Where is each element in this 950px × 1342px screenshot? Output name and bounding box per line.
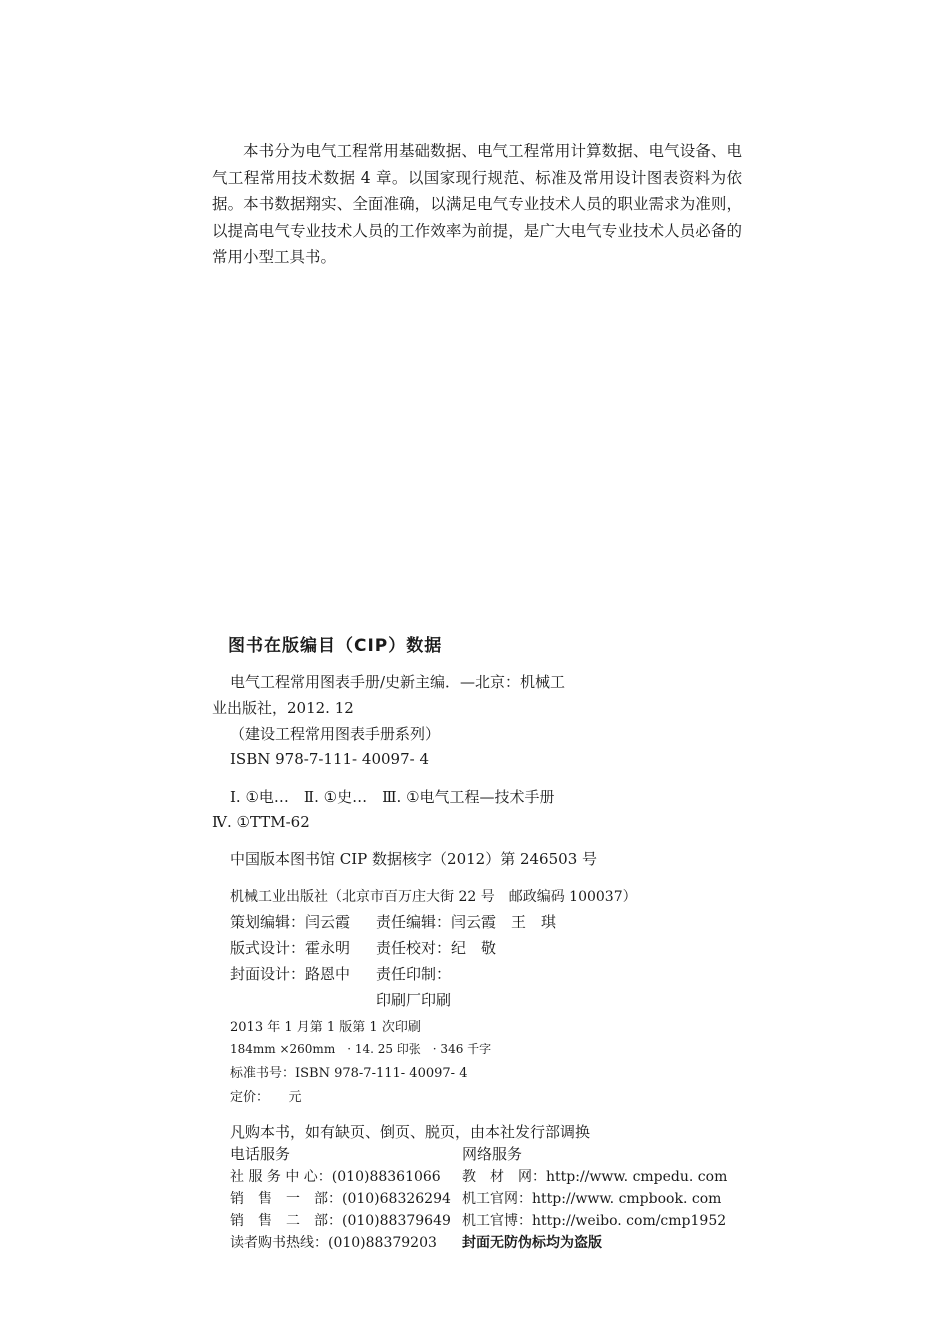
cip-entry-line-1: 电气工程常用图表手册/史新主编．—北京：机械工 [230,673,566,691]
responsible-editor: 责任编辑：闫云霞 王 琪 [376,913,557,931]
cip-title: 图书在版编目（CIP）数据 [228,636,443,656]
proofreader: 责任校对：纪 敬 [376,939,497,957]
phone-reader-hotline: 读者购书热线：(010)88379203 [230,1235,437,1251]
cip-subjects-line-2: Ⅳ. ①TTM-62 [212,813,310,831]
standard-book-number: 标准书号：ISBN 978-7-111- 40097- 4 [230,1066,468,1081]
phone-sales-dept-1: 销 售 一 部：(010)68326294 [230,1191,451,1207]
planning-editor: 策划编辑：闫云霞 [230,913,351,931]
cip-verification: 中国版本图书馆 CIP 数据核字（2012）第 246503 号 [230,850,598,868]
network-service-header: 网络服务 [462,1145,523,1163]
phone-service-center: 社 服 务 中 心：(010)88361066 [230,1169,441,1185]
price: 定价： 元 [230,1090,302,1105]
layout-designer: 版式设计：霍永明 [230,939,351,957]
cover-designer: 封面设计：路恩中 [230,965,351,983]
network-official-weibo: 机工官博：http://weibo. com/cmp1952 [462,1213,727,1229]
replacement-notice: 凡购本书，如有缺页、倒页、脱页，由本社发行部调换 [230,1123,591,1141]
format-info: 184mm ×260mm · 14. 25 印张 · 346 千字 [230,1042,492,1056]
network-textbook-site: 教 材 网：http://www. cmpedu. com [462,1169,728,1185]
intro-paragraph: 本书分为电气工程常用基础数据、电气工程常用计算数据、电气设备、电气工程常用技术数据 4 章。以国家现行规范、标准及常用设计图表资料为依据。本书数据翔实、全面准确，以满足电气专业技术人员的职业需求为准则，以提高电气专业技术人员的工作效率为前提，是广大电气专业技术人员必备的常用小型工具书。 [212,142,742,266]
intro-text-block [212,138,742,271]
anti-piracy-notice: 封面无防伪标均为盗版 [462,1235,602,1251]
network-official-site: 机工官网：http://www. cmpbook. com [462,1191,722,1207]
cip-subjects-line-1: Ⅰ. ①电… Ⅱ. ①史… Ⅲ. ①电气工程—技术手册 [230,788,555,806]
cip-entry-line-2: 业出版社，2012. 12 [212,699,354,717]
printer: 印刷厂印刷 [376,991,452,1009]
phone-service-header: 电话服务 [230,1145,291,1163]
edition-info: 2013 年 1 月第 1 版第 1 次印刷 [230,1020,421,1035]
phone-sales-dept-2: 销 售 二 部：(010)88379649 [230,1213,451,1229]
printing-supervisor: 责任印制： [376,965,452,983]
publisher-name-address: 机械工业出版社（北京市百万庄大街 22 号 邮政编码 100037） [230,889,637,905]
cip-series: （建设工程常用图表手册系列） [230,725,441,743]
cip-isbn: ISBN 978-7-111- 40097- 4 [230,750,429,768]
